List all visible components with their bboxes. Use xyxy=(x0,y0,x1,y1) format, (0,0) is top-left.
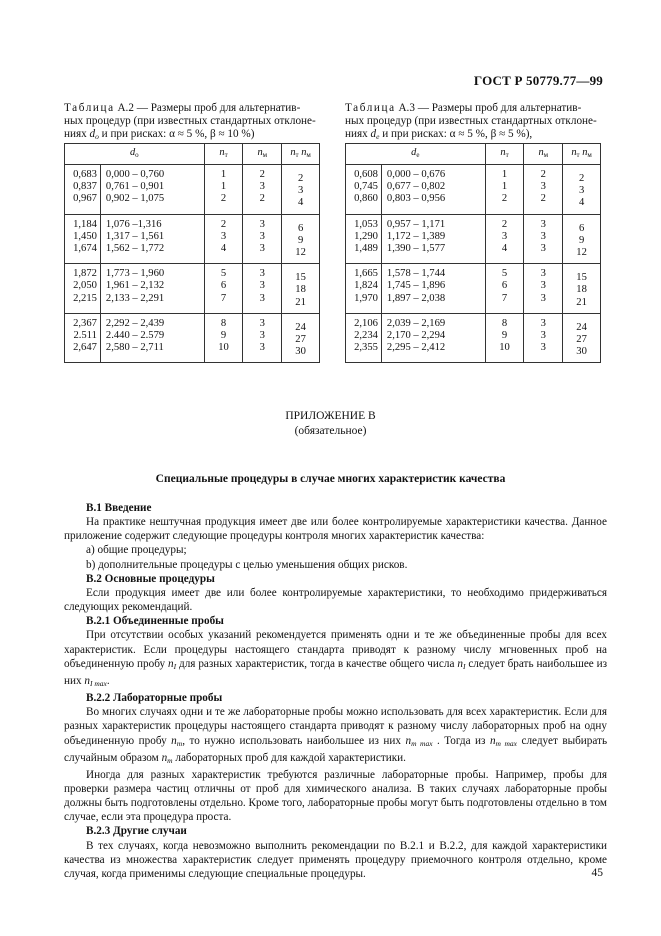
heading-b1: В.1 Введение xyxy=(86,502,152,514)
cell-value: 4 xyxy=(578,197,585,209)
cell-d xyxy=(65,264,101,314)
cell-value: 12 xyxy=(295,247,306,259)
cell-value: 1,745 – 1,896 xyxy=(386,280,446,292)
heading-b23: В.2.3 Другие случаи xyxy=(86,825,187,838)
cell-value: 2 xyxy=(220,193,227,205)
cell-nt xyxy=(204,214,243,264)
cell-value: 5 xyxy=(220,268,227,280)
cell-value: 3 xyxy=(501,230,508,242)
cell-d xyxy=(346,264,382,314)
cell-value: 1,970 xyxy=(354,292,378,304)
table-row xyxy=(346,264,601,314)
cell-value: 3 xyxy=(259,218,265,230)
cell-value: 1,674 xyxy=(73,243,97,255)
cell-value: 15 xyxy=(295,272,306,284)
cell-value: 1,290 xyxy=(354,230,378,242)
cell-nt xyxy=(485,165,524,215)
paragraph: Во многих случаях одни и те же лабораторные пробы можно использовать для всех характеристик. Если для разных характеристик процедуры настоящего стандарта приводят к разному числу лабораторных проб на одну объединенную пробу $n_т$, то нужно использовать наибольшее из них $n_{т max}$ . Тогда из $n_{т max}$ следует выбирать случайным образом $n_т$ лабораторных проб для каждой характеристики. xyxy=(64,706,608,765)
cell-value: 2.440 – 2.579 xyxy=(105,330,165,342)
paragraph: Если продукция имеет две или более контролируемые характеристики, то необходимо придерживаться следующих рекомендаций. xyxy=(64,586,607,614)
cell-value: 10 xyxy=(499,342,510,354)
cell-value: 0,957 – 1,171 xyxy=(386,218,446,230)
header-nm: nм xyxy=(524,144,563,165)
list-item: a) общие процедуры; xyxy=(86,544,187,557)
cell-value: 0,860 xyxy=(354,193,378,205)
paragraph: При отсутствии особых указаний рекомендуется применять одни и те же объединенные пробы для всех характеристик. Если процедуры настоящего стандарта приводят к разному числу мгновенных проб на объединенную пробу $n_I$ для разных характеристик, тогда в качестве общего числа $n_I$ следует брать наибольшее из них $n_{I max}$. xyxy=(64,629,608,688)
standard-code: ГОСТ Р 50779.77—99 xyxy=(473,73,603,88)
cell-range xyxy=(100,313,204,363)
cell-value: 1,489 xyxy=(354,243,378,255)
table-row xyxy=(65,214,320,264)
cell-product xyxy=(282,264,320,314)
table-a2 xyxy=(64,143,320,363)
header-product: nт nм xyxy=(563,144,601,165)
cell-value: 3 xyxy=(259,243,265,255)
table-a3-caption-var: d xyxy=(370,128,377,141)
cell-value: 3 xyxy=(540,243,546,255)
table-row xyxy=(65,165,320,215)
cell-value: 3 xyxy=(540,218,546,230)
cell-value: 3 xyxy=(540,280,546,292)
cell-value: 0,608 xyxy=(354,169,378,180)
cell-value: 12 xyxy=(576,247,587,259)
cell-d xyxy=(346,313,382,363)
table-a2-caption-var: d xyxy=(89,128,96,141)
cell-value: 1,317 – 1,561 xyxy=(105,230,165,242)
cell-value: 1,450 xyxy=(73,230,97,242)
cell-value: 24 xyxy=(576,321,587,333)
cell-value: 4 xyxy=(501,243,508,255)
cell-nt xyxy=(485,264,524,314)
cell-value: 8 xyxy=(220,317,227,329)
cell-value: 2,647 xyxy=(73,342,97,354)
cell-nm xyxy=(243,165,282,215)
cell-value: 0,745 xyxy=(354,181,378,193)
paragraph: Иногда для разных характеристик требуются различные лабораторные пробы. Например, пробы для проверки размера частиц отличны от проб для химического анализа. В таких случаях лабораторные пробы должны быть подготовлены отдельно. Кроме того, лабораторные пробы могут быть подготовлены отдельно в том случае, если эта процедура проста. xyxy=(64,768,607,824)
table-header-row xyxy=(346,144,601,165)
heading-b21: В.2.1 Объединенные пробы xyxy=(86,615,224,628)
cell-value: 15 xyxy=(576,272,587,284)
cell-value: 10 xyxy=(218,342,229,354)
table-a3 xyxy=(345,143,601,363)
cell-value: 1,172 – 1,389 xyxy=(386,230,446,242)
table-a2-caption xyxy=(64,102,319,144)
cell-value: 2,355 xyxy=(354,342,378,354)
cell-value: 2,215 xyxy=(73,292,97,304)
cell-value: 2,295 – 2,412 xyxy=(386,342,446,354)
body-text xyxy=(64,501,607,881)
table-a2-label: Таблица xyxy=(64,102,115,114)
cell-value: 1,076 –1,316 xyxy=(105,218,162,230)
cell-value: 1 xyxy=(220,181,227,193)
cell-product xyxy=(563,165,601,215)
header-d: dо xyxy=(65,144,205,165)
cell-value: 1,562 – 1,772 xyxy=(105,243,165,255)
cell-nm xyxy=(243,313,282,363)
appendix-title: ПРИЛОЖЕНИЕ В xyxy=(285,410,376,422)
cell-value: 24 xyxy=(295,321,306,333)
cell-value: 18 xyxy=(576,284,587,296)
heading-b22: В.2.2 Лабораторные пробы xyxy=(86,692,223,705)
cell-value: 9 xyxy=(220,330,227,342)
cell-value: 0,837 xyxy=(73,181,97,193)
table-a3-caption-tail: и при рисках: α ≈ 5 %, β ≈ 5 %), xyxy=(382,128,533,141)
header-d: dе xyxy=(346,144,486,165)
cell-nm xyxy=(524,264,563,314)
cell-value: 9 xyxy=(578,234,585,246)
table-a2-caption-var-sub: о xyxy=(95,132,99,142)
cell-value: 3 xyxy=(540,268,546,280)
cell-value: 1,824 xyxy=(354,280,378,292)
cell-range xyxy=(381,165,485,215)
cell-value: 2,050 xyxy=(73,280,97,292)
cell-value: 6 xyxy=(501,280,508,292)
section-title: Специальные процедуры в случае многих характеристик качества xyxy=(155,473,506,485)
cell-value: 3 xyxy=(540,292,546,304)
cell-value: 30 xyxy=(295,346,306,358)
cell-d xyxy=(346,214,382,264)
cell-value: 2,170 – 2,294 xyxy=(386,330,446,342)
cell-value: 9 xyxy=(501,330,508,342)
cell-range xyxy=(381,313,485,363)
cell-nt xyxy=(204,165,243,215)
cell-value: 4 xyxy=(220,243,227,255)
cell-value: 3 xyxy=(259,230,265,242)
cell-value: 2 xyxy=(578,173,585,184)
cell-value: 1,773 – 1,960 xyxy=(105,268,165,280)
cell-value: 3 xyxy=(578,185,585,197)
cell-nm xyxy=(524,214,563,264)
cell-nt xyxy=(485,214,524,264)
table-a3-caption-var-sub: е xyxy=(376,132,380,142)
table-header-row xyxy=(65,144,320,165)
cell-value: 1 xyxy=(501,181,508,193)
paragraph: На практике нештучная продукция имеет две или более контролируемые характеристики качества. Данное приложение содержит следующие процедуры контроля многих характеристик качества: xyxy=(64,516,607,543)
cell-value: 0,000 – 0,676 xyxy=(386,169,446,180)
cell-nm xyxy=(243,264,282,314)
cell-d xyxy=(65,313,101,363)
cell-value: 5 xyxy=(501,268,508,280)
cell-value: 7 xyxy=(220,292,227,304)
cell-value: 2.511 xyxy=(73,330,97,342)
cell-value: 8 xyxy=(501,317,508,329)
cell-value: 18 xyxy=(295,284,306,296)
list-item: b) дополнительные процедуры с целью уменьшения общих рисков. xyxy=(86,558,408,571)
cell-value: 3 xyxy=(259,181,265,193)
cell-range xyxy=(100,264,204,314)
cell-value: 0,761 – 0,901 xyxy=(105,181,165,193)
cell-value: 2 xyxy=(501,193,508,205)
cell-product xyxy=(563,214,601,264)
cell-value: 1,053 xyxy=(354,218,378,230)
table-row xyxy=(346,214,601,264)
cell-value: 2,292 – 2,439 xyxy=(105,317,165,329)
cell-value: 3 xyxy=(540,330,546,342)
cell-value: 27 xyxy=(295,334,306,346)
cell-nm xyxy=(524,313,563,363)
cell-d xyxy=(346,165,382,215)
cell-range xyxy=(100,165,204,215)
cell-value: 3 xyxy=(220,230,227,242)
paragraph: В тех случаях, когда невозможно выполнить рекомендации по В.2.1 и В.2.2, для каждой характеристики качества из множества характеристик следует применять процедуру приемочного контроля отдельно, кроме случая, когда применимы следующие специальные процедуры. xyxy=(64,839,607,880)
cell-value: 1,578 – 1,744 xyxy=(386,268,446,280)
cell-value: 0,902 – 1,075 xyxy=(105,193,165,205)
cell-value: 3 xyxy=(540,342,546,354)
cell-nt xyxy=(204,264,243,314)
table-row xyxy=(65,313,320,363)
cell-value: 3 xyxy=(297,185,304,197)
cell-value: 3 xyxy=(540,317,546,329)
cell-value: 0,683 xyxy=(73,169,97,180)
cell-value: 1,961 – 2,132 xyxy=(105,280,165,292)
header-nt: nт xyxy=(485,144,524,165)
cell-value: 3 xyxy=(259,342,265,354)
cell-value: 0,677 – 0,802 xyxy=(386,181,446,193)
cell-value: 1,872 xyxy=(73,268,97,280)
cell-value: 3 xyxy=(259,292,265,304)
table-a3-caption-text: А.3 — Размеры проб для альтернатив-ных процедур (при известных стандартных отклоне-ниях xyxy=(345,102,597,141)
cell-value: 2,106 xyxy=(354,317,378,329)
cell-product xyxy=(563,264,601,314)
cell-value: 6 xyxy=(578,222,585,234)
table-a2-caption-tail: и при рисках: α ≈ 5 %, β ≈ 10 %) xyxy=(101,128,255,141)
cell-value: 3 xyxy=(259,268,265,280)
table-row xyxy=(346,313,601,363)
header-nt: nт xyxy=(204,144,243,165)
cell-value: 2 xyxy=(297,173,304,184)
cell-nt xyxy=(485,313,524,363)
cell-value: 2,580 – 2,711 xyxy=(105,342,164,354)
cell-value: 3 xyxy=(259,280,265,292)
cell-product xyxy=(282,313,320,363)
cell-value: 2,234 xyxy=(354,330,378,342)
cell-value: 3 xyxy=(259,317,265,329)
cell-d xyxy=(65,214,101,264)
cell-value: 2,039 – 2,169 xyxy=(386,317,446,329)
cell-range xyxy=(381,264,485,314)
cell-value: 9 xyxy=(297,234,304,246)
cell-range xyxy=(100,214,204,264)
cell-nm xyxy=(243,214,282,264)
cell-range xyxy=(381,214,485,264)
cell-value: 2 xyxy=(501,218,508,230)
cell-value: 1,897 – 2,038 xyxy=(386,292,446,304)
cell-value: 1,184 xyxy=(73,218,97,230)
cell-value: 7 xyxy=(501,292,508,304)
cell-value: 2 xyxy=(259,193,265,205)
cell-value: 2,367 xyxy=(73,317,97,329)
cell-value: 2 xyxy=(220,218,227,230)
cell-value: 0,967 xyxy=(73,193,97,205)
table-a3-label: Таблица xyxy=(345,102,396,114)
appendix-subtitle: (обязательное) xyxy=(294,425,367,437)
cell-value: 1,390 – 1,577 xyxy=(386,243,446,255)
table-a3-caption xyxy=(345,102,600,144)
cell-value: 0,000 – 0,760 xyxy=(105,169,165,180)
cell-value: 6 xyxy=(297,222,304,234)
table-row xyxy=(346,165,601,215)
cell-value: 3 xyxy=(540,181,546,193)
cell-nm xyxy=(524,165,563,215)
cell-product xyxy=(282,214,320,264)
cell-value: 1 xyxy=(220,169,227,180)
cell-value: 30 xyxy=(576,346,587,358)
cell-value: 1 xyxy=(501,169,508,180)
cell-value: 1,665 xyxy=(354,268,378,280)
cell-value: 2 xyxy=(540,169,546,180)
cell-value: 2 xyxy=(259,169,265,180)
cell-value: 2 xyxy=(540,193,546,205)
page-number: 45 xyxy=(591,867,603,879)
cell-value: 27 xyxy=(576,334,587,346)
cell-value: 6 xyxy=(220,280,227,292)
cell-value: 3 xyxy=(540,230,546,242)
table-row xyxy=(65,264,320,314)
cell-value: 0,803 – 0,956 xyxy=(386,193,446,205)
cell-value: 2,133 – 2,291 xyxy=(105,292,165,304)
cell-value: 3 xyxy=(259,330,265,342)
cell-product xyxy=(563,313,601,363)
cell-nt xyxy=(204,313,243,363)
cell-value: 21 xyxy=(295,296,306,308)
header-nm: nм xyxy=(243,144,282,165)
header-product: nт nм xyxy=(282,144,320,165)
cell-product xyxy=(282,165,320,215)
table-a2-caption-text: А.2 — Размеры проб для альтернатив-ных процедур (при известных стандартных отклоне-ниях xyxy=(64,102,316,141)
cell-d xyxy=(65,165,101,215)
heading-b2: В.2 Основные процедуры xyxy=(86,572,215,585)
cell-value: 21 xyxy=(576,296,587,308)
cell-value: 4 xyxy=(297,197,304,209)
